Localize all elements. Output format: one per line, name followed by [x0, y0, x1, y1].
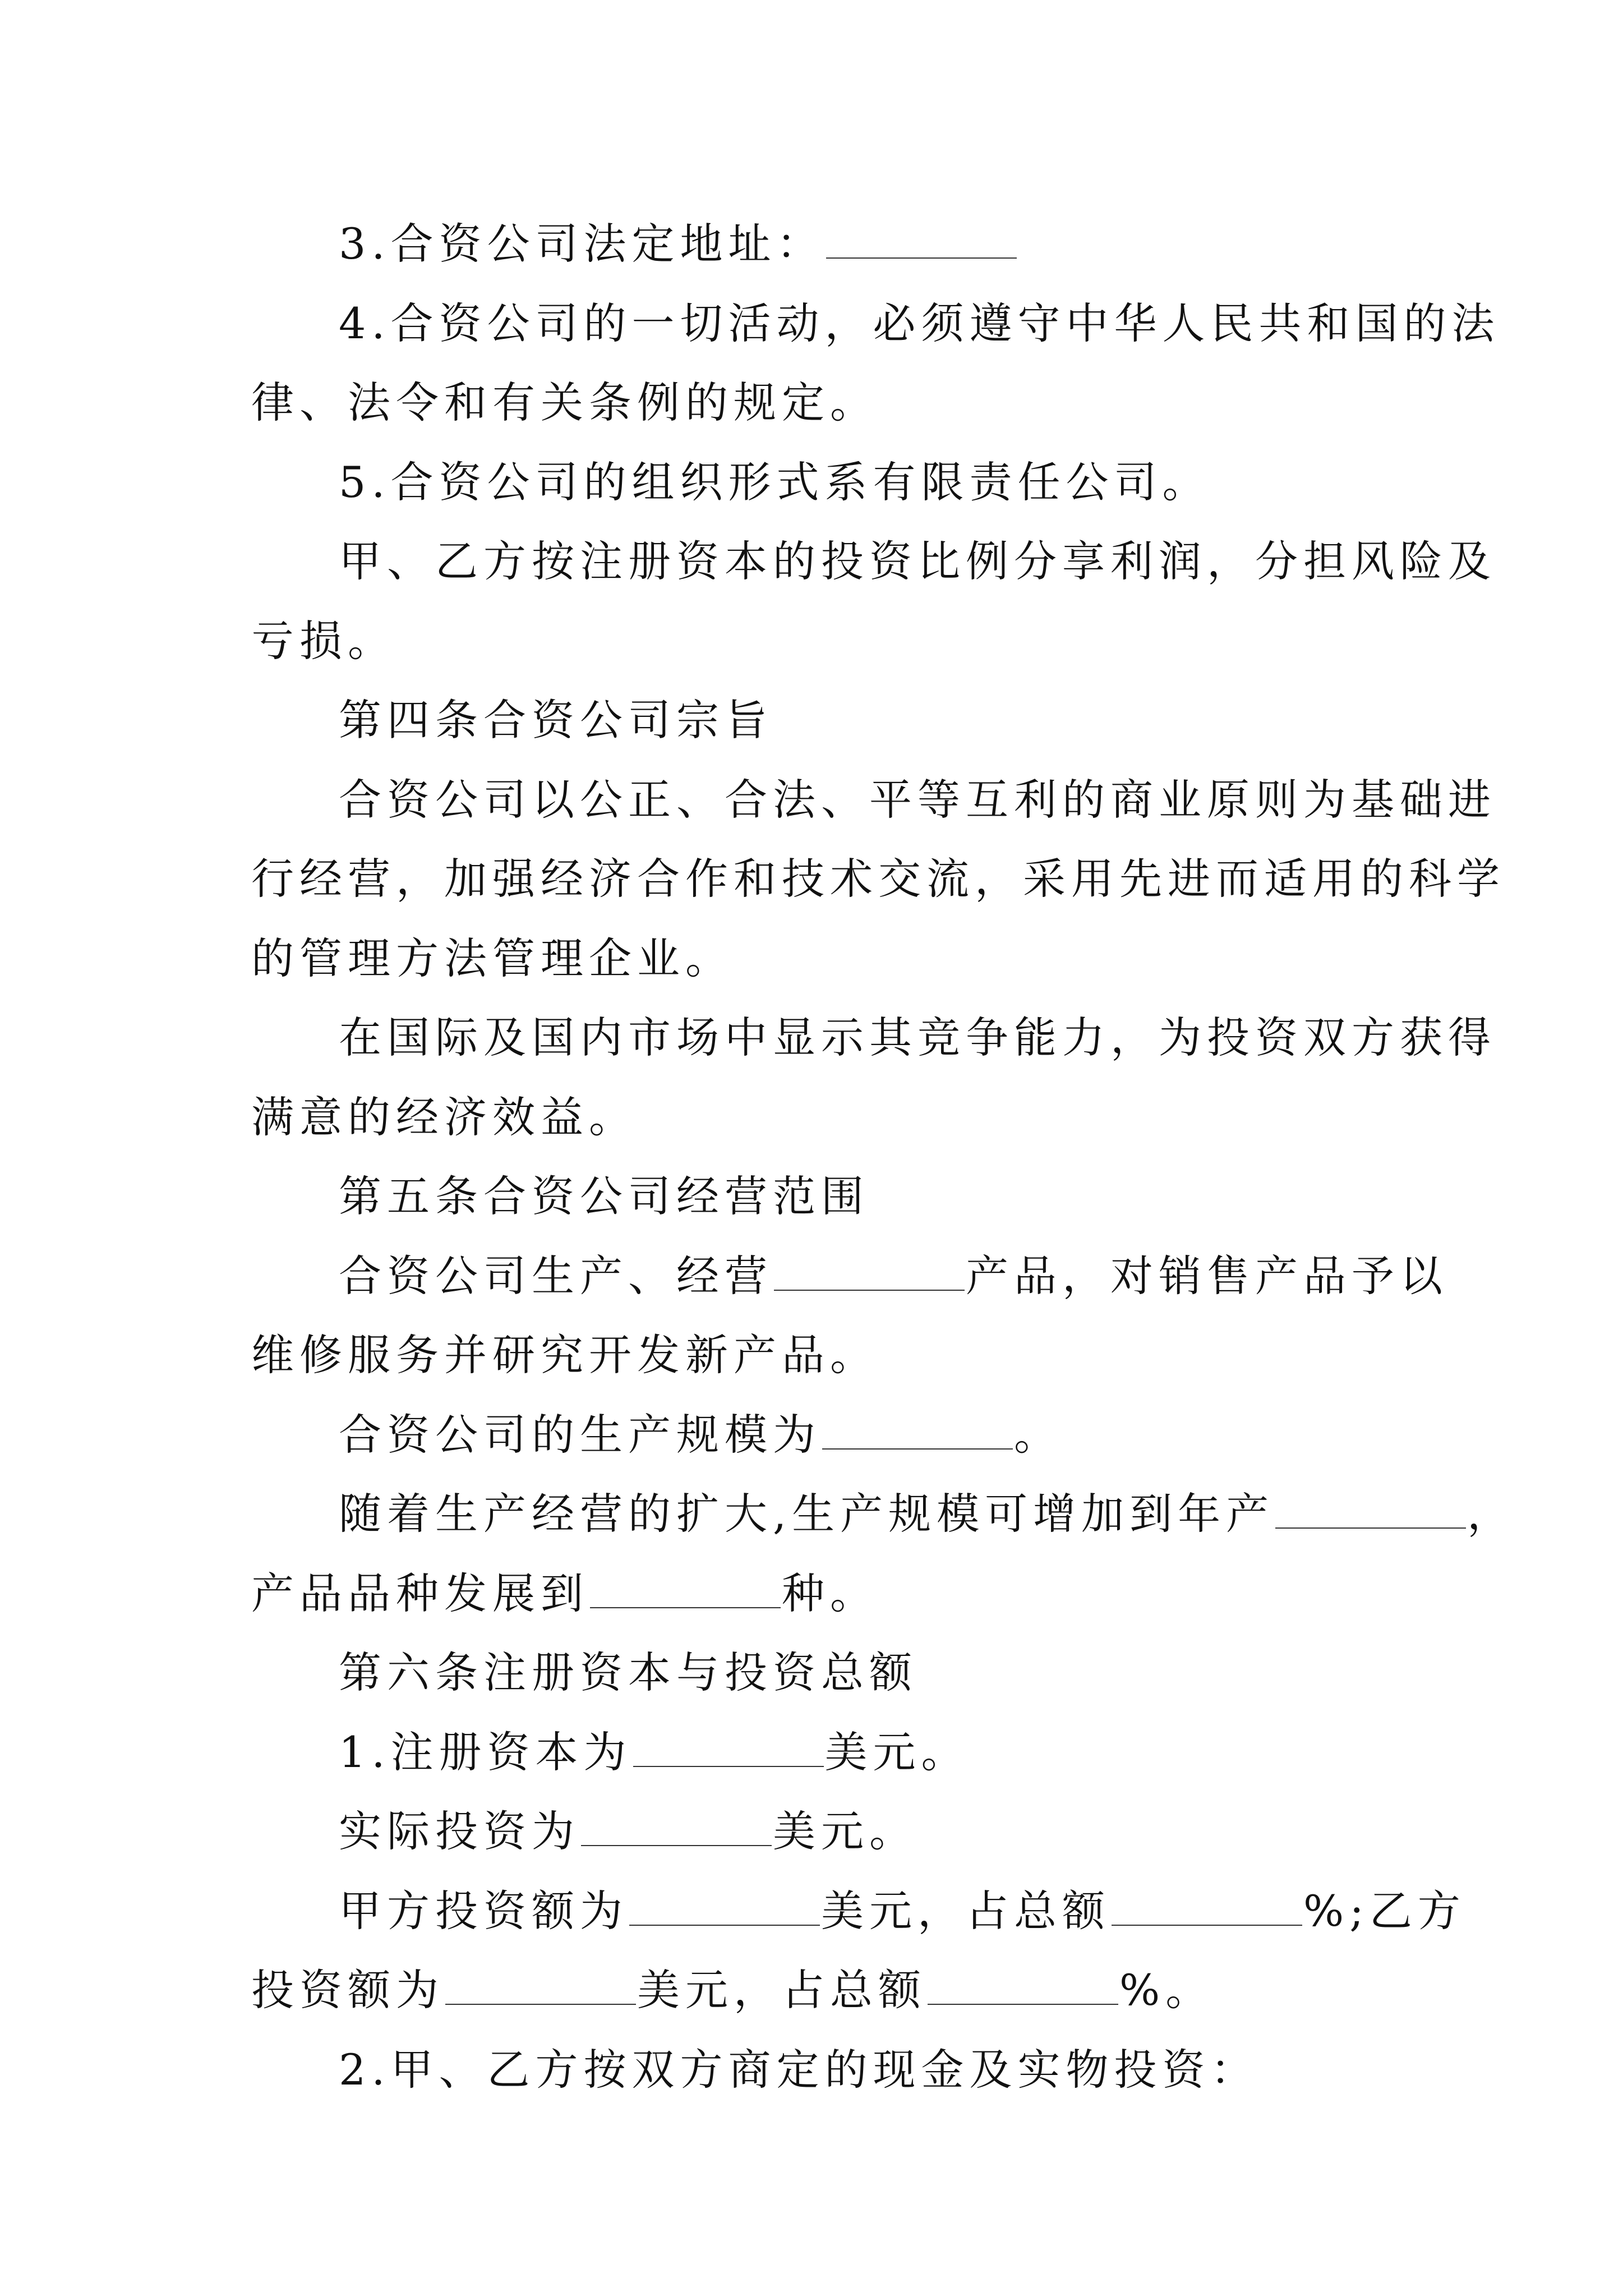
paragraph-line: 甲方投资额为 美元，占总额 %;乙方 — [339, 1886, 1466, 1936]
paragraph-line: 实际投资为 美元。 — [339, 1806, 917, 1856]
paragraph-line: 维修服务并研究开发新产品。 — [251, 1330, 878, 1380]
fill-in-blank[interactable] — [826, 224, 1017, 259]
paragraph-line: 2.甲、乙方按双方商定的现金及实物投资： — [339, 2045, 1259, 2095]
fill-in-blank[interactable] — [581, 1811, 772, 1846]
paragraph-line: 律、法令和有关条例的规定。 — [251, 378, 878, 427]
fill-in-blank[interactable] — [445, 1970, 636, 2005]
fill-in-blank[interactable] — [822, 1415, 1013, 1450]
paragraph-line: 在国际及国内市场中显示其竞争能力，为投资双方获得 — [339, 1013, 1496, 1062]
paragraph-line: 的管理方法管理企业。 — [251, 933, 734, 983]
paragraph-line: 合资公司的生产规模为 。 — [339, 1410, 1062, 1460]
fill-in-blank[interactable] — [774, 1256, 965, 1291]
paragraph-line: 甲、乙方按注册资本的投资比例分享利润，分担风险及 — [339, 536, 1496, 586]
fill-in-blank[interactable] — [928, 1970, 1118, 2005]
paragraph-line: 4.合资公司的一切活动，必须遵守中华人民共和国的法 — [339, 298, 1500, 348]
section-heading: 第四条合资公司宗旨 — [339, 695, 773, 745]
fill-in-blank[interactable] — [629, 1891, 820, 1926]
paragraph-line: 合资公司以公正、合法、平等互利的商业原则为基础进 — [339, 775, 1496, 825]
paragraph-line: 产品品种发展到 种。 — [251, 1568, 878, 1618]
paragraph-line: 随着生产经营的扩大,生产规模可增加到年产 ， — [339, 1489, 1516, 1539]
fill-in-blank[interactable] — [1112, 1891, 1302, 1926]
paragraph-line: 亏损。 — [251, 616, 396, 666]
paragraph-line: 行经营，加强经济合作和技术交流，采用先进而适用的科学 — [251, 854, 1505, 904]
paragraph-line: 3.合资公司法定地址： — [339, 216, 1018, 272]
fill-in-blank[interactable] — [1275, 1494, 1466, 1529]
paragraph-line: 满意的经济效益。 — [251, 1092, 637, 1142]
paragraph-line: 1.注册资本为 美元。 — [339, 1727, 970, 1777]
fill-in-blank[interactable] — [590, 1573, 781, 1608]
section-heading: 第六条注册资本与投资总额 — [339, 1648, 917, 1697]
paragraph-line: 投资额为 美元，占总额 %。 — [251, 1965, 1214, 2015]
fill-in-blank[interactable] — [633, 1732, 824, 1767]
paragraph-line: 5.合资公司的组织形式系有限责任公司。 — [339, 457, 1211, 507]
paragraph-line: 合资公司生产、经营 产品，对销售产品予以 — [339, 1251, 1448, 1301]
section-heading: 第五条合资公司经营范围 — [339, 1171, 869, 1221]
